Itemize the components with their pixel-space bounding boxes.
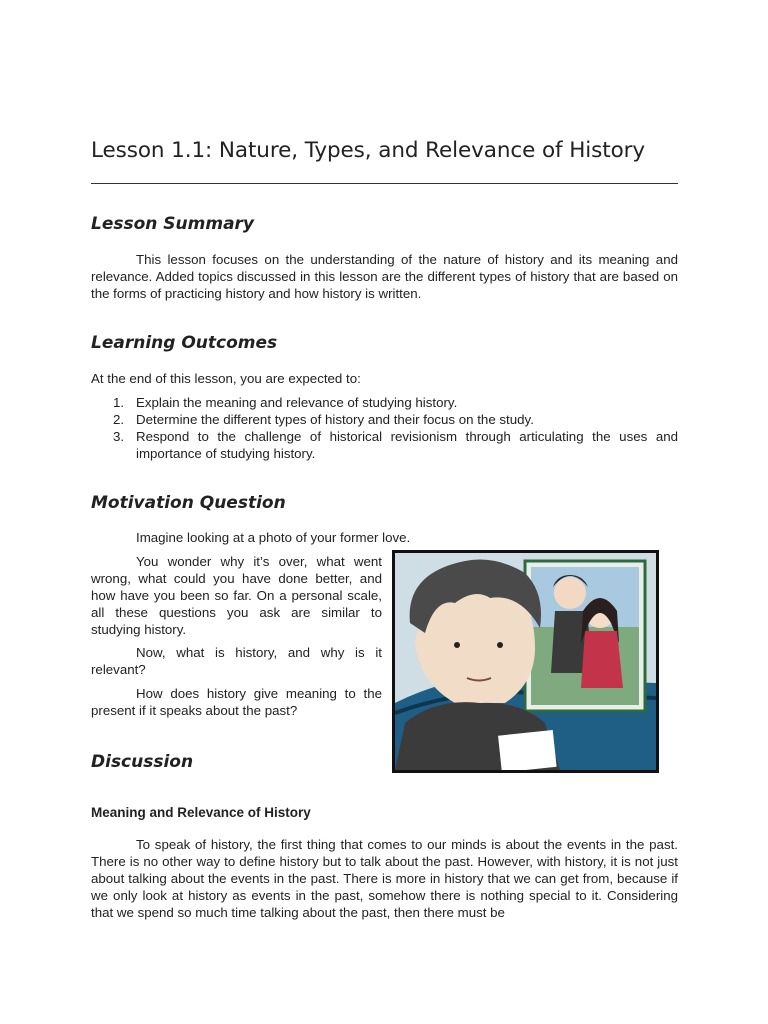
learning-outcomes-list: [91, 395, 678, 463]
outcome-item: [91, 395, 678, 412]
learning-outcomes-heading: Learning Outcomes: [91, 333, 278, 353]
motivation-paragraph-2: You wonder why it’s over, what went wrong, what could you have done better, and how have you been so far. On a personal scale, all these questions you ask are similar to studying history.: [91, 554, 382, 637]
illustration-drawing: [395, 553, 656, 770]
motivation-paragraph-3: Now, what is history, and why is it relevant?: [91, 645, 382, 677]
title-divider: [91, 183, 678, 184]
lesson-summary-heading: Lesson Summary: [91, 214, 255, 234]
outcome-number: 3.: [113, 428, 125, 444]
discussion-subheading: Meaning and Relevance of History: [91, 805, 311, 820]
outcome-item: [91, 412, 678, 429]
motivation-paragraph-1: Imagine looking at a photo of your former love.: [136, 530, 411, 545]
motivation-question-heading: Motivation Question: [91, 493, 286, 513]
discussion-heading: Discussion: [91, 752, 194, 772]
lesson-summary-text: This lesson focuses on the understanding of the nature of history and its meaning and relevance. Added topics discussed in this lesson are the different types of history that are based on the forms of practicing history and how history is written.: [91, 252, 678, 301]
outcome-text: Explain the meaning and relevance of studying history.: [136, 395, 458, 410]
outcome-number: 1.: [113, 395, 125, 410]
outcome-text: Respond to the challenge of historical revisionism through articulating the uses and importance of studying history.: [136, 428, 678, 461]
outcome-text: Determine the different types of history and their focus on the study.: [136, 411, 534, 427]
learning-outcomes-intro: At the end of this lesson, you are expected to:: [91, 371, 361, 386]
illustration-image: [392, 550, 659, 773]
motivation-paragraph-4: How does history give meaning to the present if it speaks about the past?: [91, 686, 382, 718]
outcome-item: [91, 429, 678, 463]
lesson-title: Lesson 1.1: Nature, Types, and Relevance of History: [91, 138, 645, 163]
outcome-number: 2.: [113, 411, 125, 427]
discussion-text: To speak of history, the first thing that comes to our minds is about the events in the past. There is no other way to define history but to talk about the past. However, with history, it is not just about talking about the events in the past. There is more in history that we can get from, because if we only look at history as events in the past, somehow there is nothing special to it. Considering that we spend so much time talking about the past, then there must be: [91, 837, 678, 920]
